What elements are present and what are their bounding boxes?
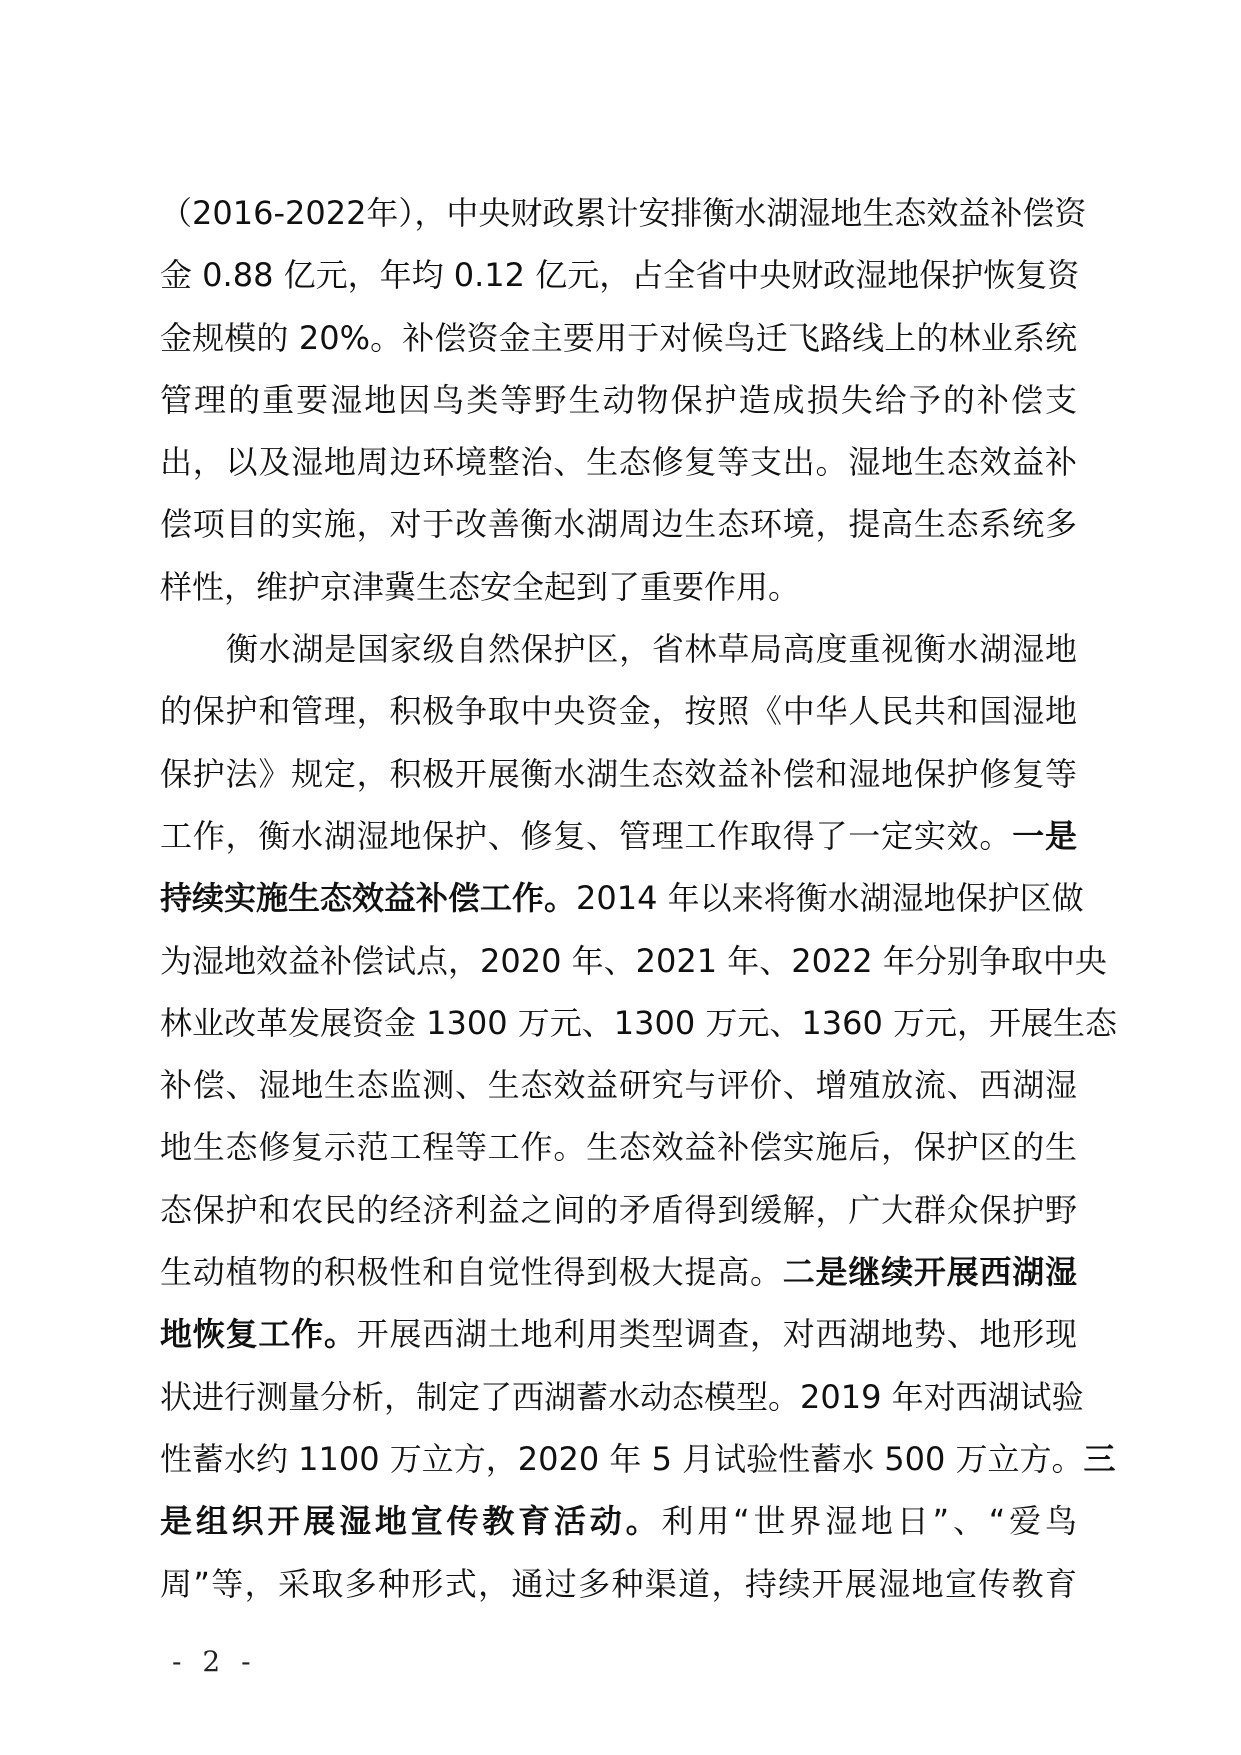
text-line	[160, 556, 1077, 618]
text-segment: 性蓄水约 1100 万立方，2020 年 5 月试验性蓄水 500 万立方。	[160, 1439, 1084, 1478]
text-line	[160, 307, 1077, 369]
text-segment: 生动植物的积极性和自觉性得到极大提高。	[160, 1253, 783, 1292]
bold-text-segment: 持续实施生态效益补偿工作。	[160, 879, 577, 918]
text-line	[160, 431, 1077, 493]
text-line	[160, 244, 1080, 306]
document-body	[160, 182, 1118, 1615]
text-line	[160, 1054, 1077, 1116]
text-segment: 的保护和管理，积极争取中央资金，按照《中华人民共和国湿地	[160, 692, 1077, 731]
bold-text-segment: 二是继续开展西湖湿	[782, 1253, 1077, 1292]
text-segment: 地生态修复示范工程等工作。生态效益补偿实施后，保护区的生	[160, 1128, 1077, 1167]
text-segment: 样性，维护京津冀生态安全起到了重要作用。	[160, 567, 801, 606]
text-segment: 态保护和农民的经济利益之间的矛盾得到缓解，广大群众保护野	[160, 1190, 1077, 1229]
text-segment: 偿项目的实施，对于改善衡水湖周边生态环境，提高生态系统多	[160, 505, 1077, 544]
text-line	[160, 805, 1077, 867]
text-segment: （2016-2022年），中央财政累计安排衡水湖湿地生态效益补偿资	[160, 194, 1087, 232]
text-segment: 利用“世界湿地日”、“爱鸟	[661, 1502, 1077, 1541]
text-segment: 管理的重要湿地因鸟类等野生动物保护造成损失给予的补偿支	[160, 380, 1077, 419]
text-segment: 金 0.88 亿元，年均 0.12 亿元，占全省中央财政湿地保护恢复资	[160, 256, 1080, 295]
text-line	[160, 1116, 1077, 1178]
text-segment: 状进行测量分析，制定了西湖蓄水动态模型。2019 年对西湖试验	[160, 1377, 1084, 1416]
bold-text-segment: 一是	[1012, 816, 1077, 855]
text-segment: 林业改革发展资金 1300 万元、1300 万元、1360 万元，开展生态	[160, 1003, 1118, 1042]
page-number: - 2 -	[172, 1645, 257, 1678]
text-line	[160, 743, 1077, 805]
text-segment: 周”等，采取多种形式，通过多种渠道，持续开展湿地宣传教育	[160, 1564, 1077, 1603]
text-segment: 为湿地效益补偿试点，2020 年、2021 年、2022 年分别争取中央	[160, 941, 1107, 980]
text-line	[160, 1490, 1077, 1552]
text-line	[160, 867, 1084, 929]
text-segment: 金规模的 20%。补偿资金主要用于对候鸟迁飞路线上的林业系统	[160, 318, 1077, 357]
text-line	[160, 618, 1077, 680]
text-segment: 开展西湖土地利用类型调查，对西湖地势、地形现	[356, 1315, 1077, 1354]
paragraph	[160, 182, 1087, 618]
text-line	[160, 493, 1077, 555]
text-line	[160, 182, 1087, 244]
text-segment: 保护法》规定，积极开展衡水湖生态效益补偿和湿地保护修复等	[160, 754, 1077, 793]
text-segment: 2014 年以来将衡水湖湿地保护区做	[576, 879, 1084, 918]
bold-text-segment: 地恢复工作。	[160, 1315, 357, 1354]
bold-text-segment: 三	[1083, 1439, 1116, 1478]
text-line	[160, 992, 1118, 1054]
text-line	[160, 1303, 1077, 1365]
text-line	[160, 1553, 1077, 1615]
text-line	[160, 1428, 1116, 1490]
bold-text-segment: 是组织开展湿地宣传教育活动。	[160, 1502, 662, 1541]
text-line	[160, 930, 1107, 992]
text-segment: 补偿、湿地生态监测、生态效益研究与评价、增殖放流、西湖湿	[160, 1066, 1077, 1105]
text-line	[160, 1179, 1077, 1241]
text-line	[160, 1241, 1077, 1303]
text-line	[160, 680, 1077, 742]
text-segment: 工作，衡水湖湿地保护、修复、管理工作取得了一定实效。	[160, 816, 1013, 855]
text-segment: 衡水湖是国家级自然保护区，省林草局高度重视衡水湖湿地	[226, 630, 1077, 669]
text-line	[160, 1366, 1084, 1428]
text-segment: 出，以及湿地周边环境整治、生态修复等支出。湿地生态效益补	[160, 443, 1077, 482]
text-line	[160, 369, 1077, 431]
paragraph	[160, 618, 1118, 1615]
